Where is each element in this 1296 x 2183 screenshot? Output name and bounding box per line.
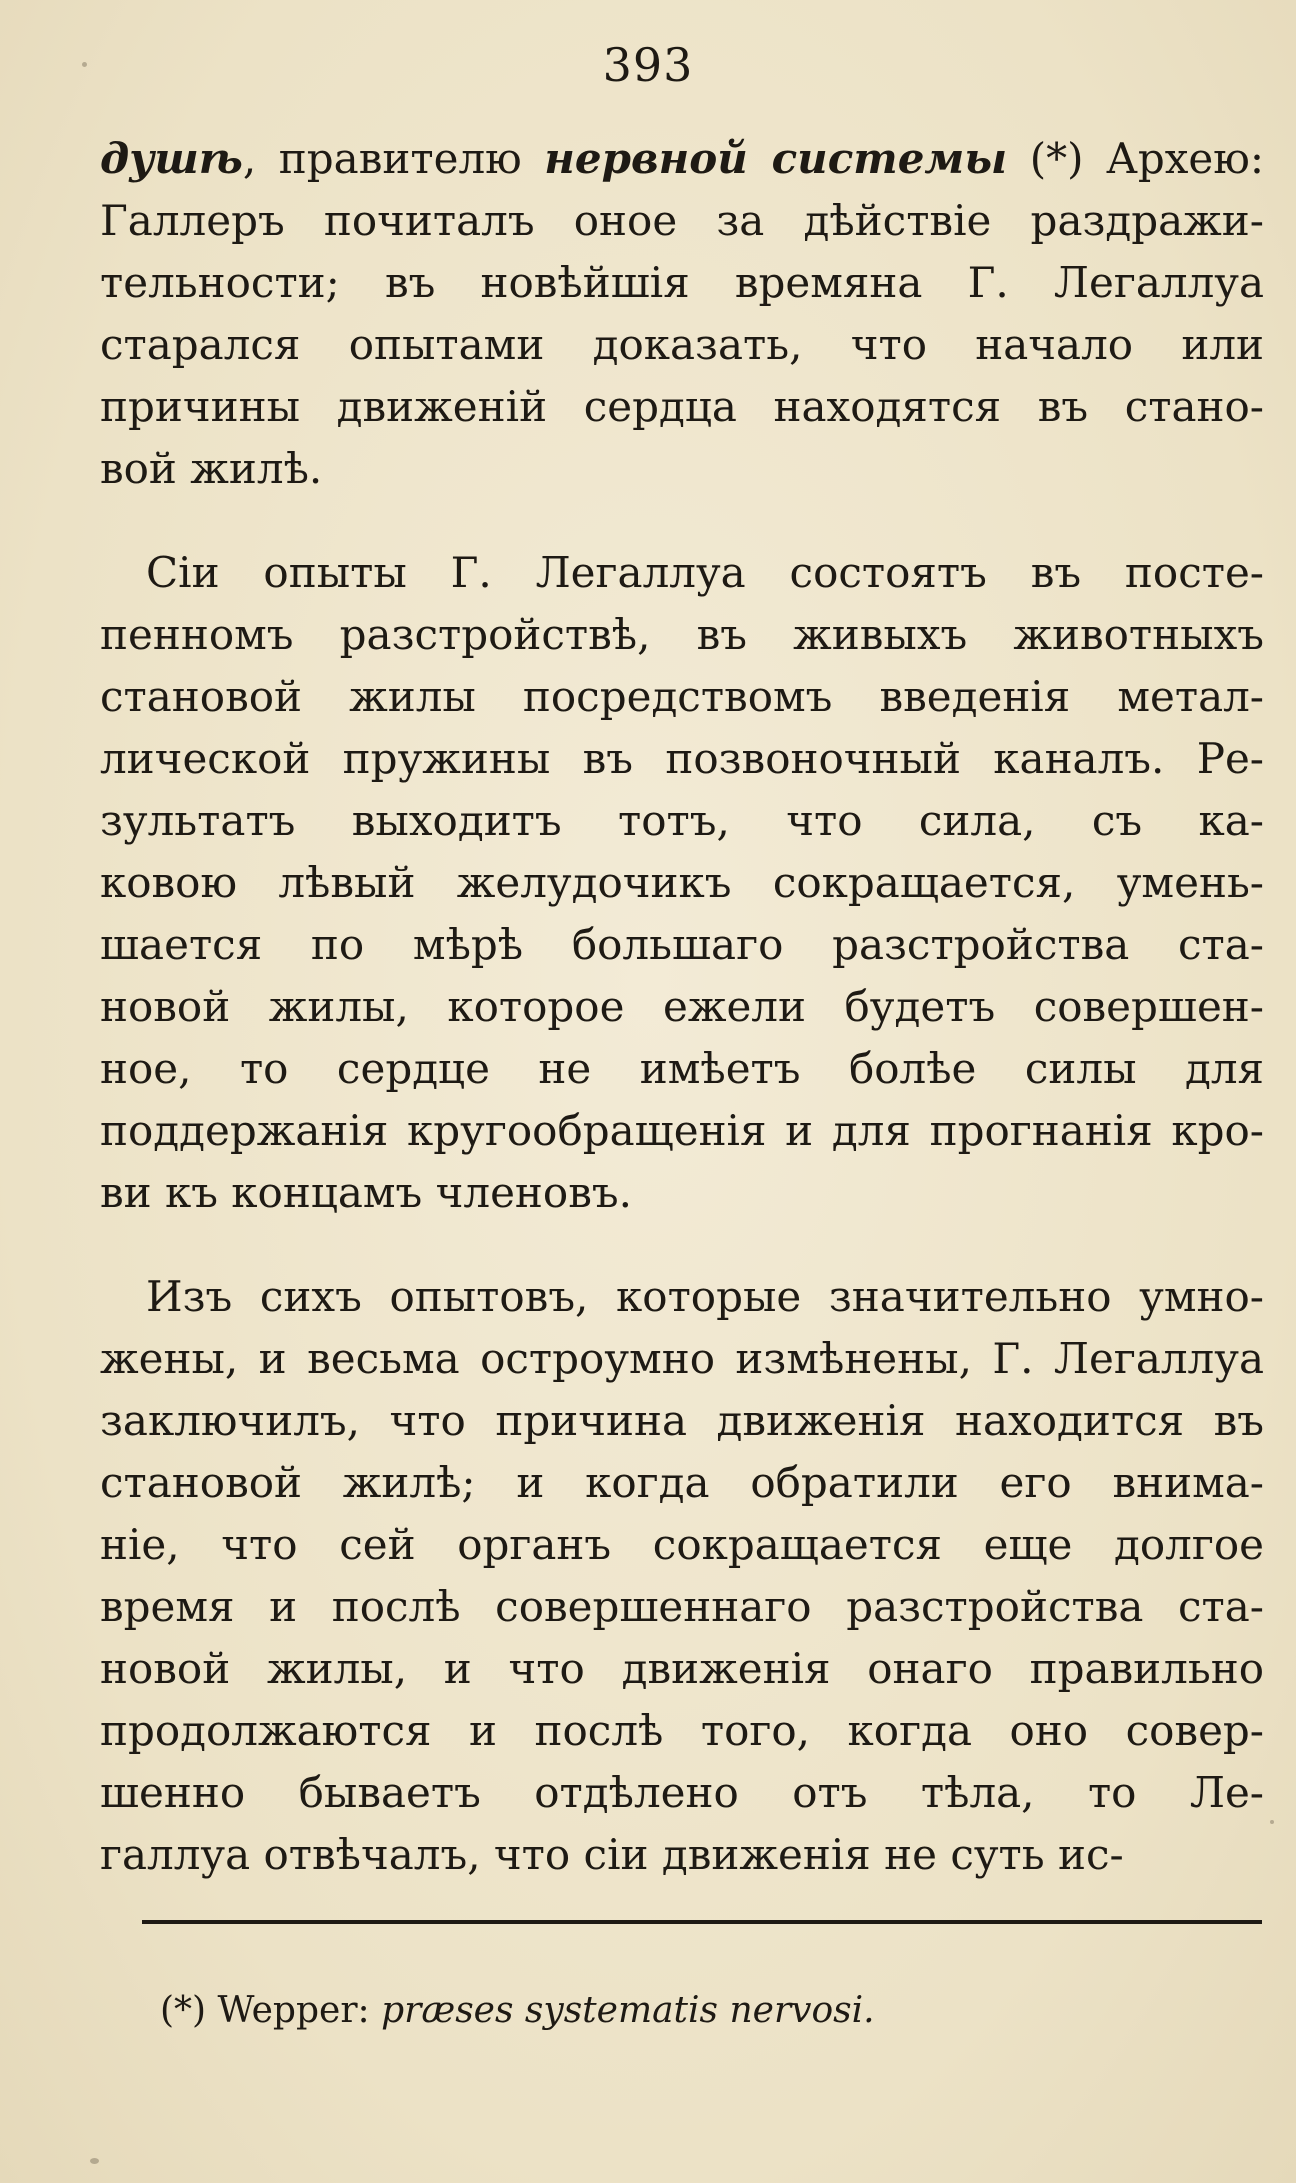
- text-line: [100, 852, 1264, 914]
- text-run: вой жилѣ.: [100, 444, 323, 493]
- text-line: [100, 1390, 1264, 1452]
- text-line: [100, 666, 1264, 728]
- text-run: пенномъ разстройствѣ, въ живыхъ животныхъ: [100, 610, 1264, 659]
- paper-speck: [82, 62, 87, 67]
- text-line: [100, 1038, 1264, 1100]
- text-line: [100, 1100, 1264, 1162]
- text-run: ніе, что сей органъ сокращается еще долгое: [100, 1520, 1264, 1569]
- italic-run: душѣ: [100, 134, 243, 183]
- text-run: (*) Архею:: [1007, 134, 1264, 183]
- text-run: шенно бываетъ отдѣлено отъ тѣла, то Ле-: [100, 1768, 1264, 1817]
- footnote-author: Wepper:: [217, 1990, 370, 2031]
- text-run: новой жилы, и что движенія онаго правильно: [100, 1644, 1264, 1693]
- text-line: [100, 1762, 1264, 1824]
- text-run: Изъ сихъ опытовъ, которые значительно умно-: [146, 1272, 1264, 1321]
- paragraph: [100, 128, 1264, 500]
- text-run: лической пружины въ позвоночный каналъ. Ре-: [100, 734, 1264, 783]
- text-line: [100, 604, 1264, 666]
- text-line: [100, 1700, 1264, 1762]
- text-line: [100, 1452, 1264, 1514]
- text-line: [100, 1576, 1264, 1638]
- text-line: [100, 1514, 1264, 1576]
- text-line: [100, 790, 1264, 852]
- text-line: [100, 128, 1264, 190]
- text-run: Сіи опыты Г. Легаллуа состоятъ въ посте-: [146, 548, 1264, 597]
- text-line: [100, 438, 1264, 500]
- text-run: заключилъ, что причина движенія находится въ: [100, 1396, 1264, 1445]
- text-run: время и послѣ совершеннаго разстройства ста-: [100, 1582, 1264, 1631]
- text-line: [100, 314, 1264, 376]
- paragraph: [100, 1266, 1264, 1886]
- text-run: жены, и весьма остроумно измѣнены, Г. Легаллуа: [100, 1334, 1264, 1383]
- footnote: [160, 1990, 875, 2031]
- text-run: шается по мѣрѣ большаго разстройства ста-: [100, 920, 1264, 969]
- text-run: становой жилы посредствомъ введенія метал-: [100, 672, 1264, 721]
- text-line: [100, 1162, 1264, 1224]
- text-run: зультатъ выходитъ тотъ, что сила, съ ка-: [100, 796, 1264, 845]
- text-run: Галлеръ почиталъ оное за дѣйствіе раздражи-: [100, 196, 1264, 245]
- text-run: новой жилы, которое ежели будетъ совершен-: [100, 982, 1264, 1031]
- text-run: старался опытами доказать, что начало или: [100, 320, 1264, 369]
- paragraph: [100, 542, 1264, 1224]
- italic-run: нервной системы: [544, 134, 1008, 183]
- page-number: 393: [602, 38, 694, 92]
- text-run: причины движеній сердца находятся въ стано-: [100, 382, 1264, 431]
- footnote-marker: (*): [160, 1990, 207, 2031]
- text-run: продолжаются и послѣ того, когда оно совер-: [100, 1706, 1264, 1755]
- text-run: тельности; въ новѣйшія времяна Г. Легаллуа: [100, 258, 1264, 307]
- text-line: [100, 914, 1264, 976]
- footnote-text: præses systematis nervosi.: [381, 1990, 875, 2031]
- text-run: ви къ концамъ членовъ.: [100, 1168, 632, 1217]
- text-line: [100, 1266, 1264, 1328]
- text-run: поддержанія кругообращенія и для прогнанія кро-: [100, 1106, 1264, 1155]
- text-run: ковою лѣвый желудочикъ сокращается, умень-: [100, 858, 1264, 907]
- text-line: [100, 542, 1264, 604]
- body-text: [100, 128, 1264, 1886]
- text-line: [100, 376, 1264, 438]
- text-line: [100, 190, 1264, 252]
- text-line: [100, 976, 1264, 1038]
- text-run: ное, то сердце не имѣетъ болѣе силы для: [100, 1044, 1264, 1093]
- text-run: , правителю: [242, 134, 545, 183]
- paper-speck: [90, 2158, 99, 2164]
- text-run: галлуа отвѣчалъ, что сіи движенія не суть ис-: [100, 1830, 1124, 1879]
- text-line: [100, 1328, 1264, 1390]
- footnote-divider: [142, 1920, 1262, 1924]
- text-line: [100, 252, 1264, 314]
- text-line: [100, 728, 1264, 790]
- text-line: [100, 1638, 1264, 1700]
- text-run: становой жилѣ; и когда обратили его внима-: [100, 1458, 1264, 1507]
- paper-speck: [1270, 1820, 1274, 1824]
- text-line: [100, 1824, 1264, 1886]
